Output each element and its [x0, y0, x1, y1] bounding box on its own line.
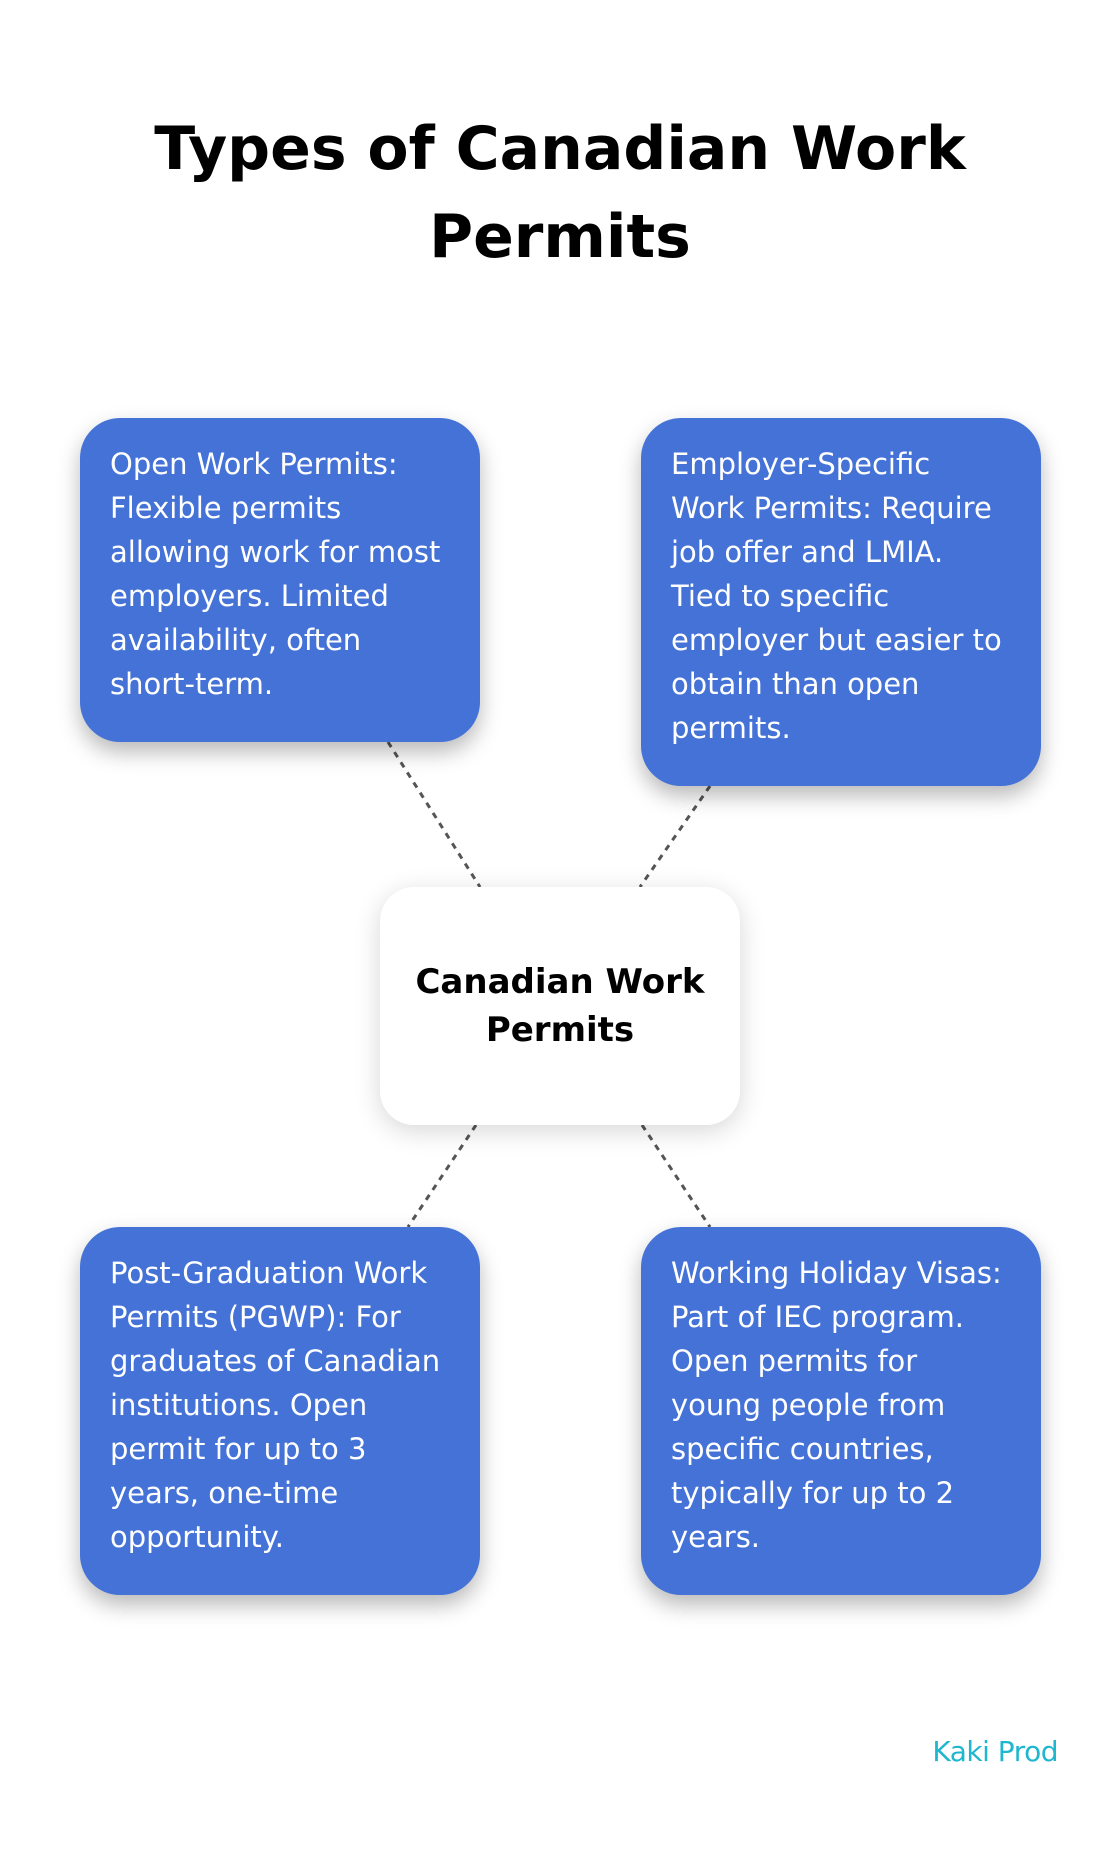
working-holiday-visas-card: [641, 1227, 1041, 1595]
connector-bottom-right: [642, 1125, 710, 1227]
connector-top-right: [640, 786, 710, 887]
brand-logo: Kaki Prod: [932, 1735, 1058, 1768]
open-work-permits-text: Open Work Permits: Flexible permits allowing work for most employers. Limited availability, often short-term.: [110, 447, 441, 701]
connector-top-left: [388, 742, 480, 887]
page-title: Types of Canadian Work Permits: [154, 114, 966, 272]
post-graduation-work-permits-card: [80, 1227, 480, 1595]
central-node: [380, 887, 740, 1125]
open-work-permits-card: [80, 418, 480, 742]
connector-bottom-left: [408, 1125, 476, 1227]
employer-specific-work-permits-text: Employer-Specific Work Permits: Require job offer and LMIA. Tied to specific employer but easier to obtain than open permits.: [671, 447, 1002, 745]
central-node-label: Canadian Work Permits: [415, 962, 705, 1050]
employer-specific-work-permits-card: [641, 418, 1041, 786]
post-graduation-work-permits-text: Post-Graduation Work Permits (PGWP): For graduates of Canadian institutions. Open permit for up to 3 years, one-time opportunity.: [110, 1256, 441, 1554]
working-holiday-visas-text: Working Holiday Visas: Part of IEC program. Open permits for young people from specific countries, typically for up to 2 years.: [671, 1256, 1002, 1554]
